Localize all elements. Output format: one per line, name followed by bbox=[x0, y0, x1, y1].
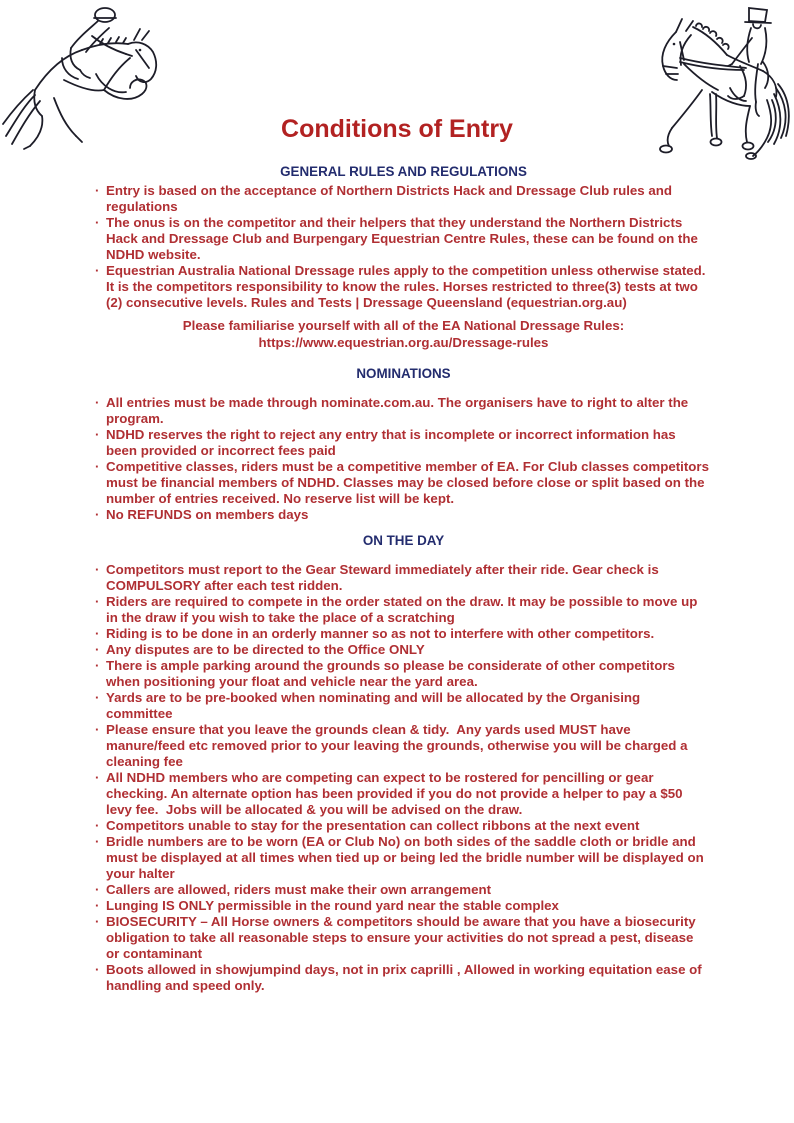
list-item: · Please ensure that you leave the grounds clean & tidy. Any yards used MUST have manure/feed etc removed prior to your leaving the grounds, otherwise you will be charged a cleaning fee bbox=[97, 722, 710, 770]
list-item: · BIOSECURITY – All Horse owners & competitors should be aware that you have a biosecurity obligation to take all reasonable steps to ensure your activities do not spread a pest, disease or contaminant bbox=[97, 914, 710, 962]
list-item: · No REFUNDS on members days bbox=[97, 507, 710, 523]
list-item: · NDHD reserves the right to reject any entry that is incomplete or incorrect information has been provided or incorrect fees paid bbox=[97, 427, 710, 459]
list-item: · Yards are to be pre-booked when nominating and will be allocated by the Organising committee bbox=[97, 690, 710, 722]
list-item: · Lunging IS ONLY permissible in the round yard near the stable complex bbox=[97, 898, 710, 914]
jumping-horse-image bbox=[2, 4, 174, 150]
list-item: · Callers are allowed, riders must make their own arrangement bbox=[97, 882, 710, 898]
list-item: · Any disputes are to be directed to the Office ONLY bbox=[97, 642, 710, 658]
list-item: · Competitors unable to stay for the presentation can collect ribbons at the next event bbox=[97, 818, 710, 834]
list-item: · Riding is to be done in an orderly manner so as not to interfere with other competitors. bbox=[97, 626, 710, 642]
dressage-rules-note bbox=[97, 318, 710, 351]
on-the-day-list bbox=[97, 562, 710, 994]
dressage-rules-link[interactable]: https://www.equestrian.org.au/Dressage-rules bbox=[258, 334, 549, 350]
section-heading-on-the-day: ON THE DAY bbox=[362, 533, 445, 548]
list-item: · There is ample parking around the grounds so please be considerate of other competitors when positioning your float and vehicle near the yard area. bbox=[97, 658, 710, 690]
list-item: · Boots allowed in showjumpind days, not in prix caprilli , Allowed in working equitation ease of handling and speed only. bbox=[97, 962, 710, 994]
list-item: · Bridle numbers are to be worn (EA or Club No) on both sides of the saddle cloth or bridle and must be displayed at all times when tied up or being led the bridle number will be displayed on your halter bbox=[97, 834, 710, 882]
list-item: · All NDHD members who are competing can expect to be rostered for pencilling or gear checking. An alternate option has been provided if you do not provide a helper to pay a $50 levy fee. Jobs will be allocated & you will be advised on the draw. bbox=[97, 770, 710, 818]
list-item: · Equestrian Australia National Dressage rules apply to the competition unless otherwise stated. It is the competitors responsibility to know the rules. Horses restricted to three(3) tests at two (2) consecutive levels. Rules and Tests | Dressage Queensland (equestrian.org.au) bbox=[97, 263, 710, 311]
list-item: · Entry is based on the acceptance of Northern Districts Hack and Dressage Club rules and regulations bbox=[97, 183, 710, 215]
document-body bbox=[97, 164, 713, 994]
nominations-list bbox=[97, 395, 713, 523]
list-item: · The onus is on the competitor and their helpers that they understand the Northern Districts Hack and Dressage Club and Burpengary Equestrian Centre Rules, these can be found on the NDHD website. bbox=[97, 215, 710, 263]
page-title: Conditions of Entry bbox=[281, 115, 513, 143]
section-heading-nominations: NOMINATIONS bbox=[356, 366, 451, 381]
list-item: · Competitors must report to the Gear Steward immediately after their ride. Gear check is COMPULSORY after each test ridden. bbox=[97, 562, 710, 594]
list-item: · Competitive classes, riders must be a competitive member of EA. For Club classes competitors must be financial members of NDHD. Classes may be closed before close or split based on the number of entries received. No reserve list will be kept. bbox=[97, 459, 710, 507]
list-item: · Riders are required to compete in the order stated on the draw. It may be possible to move up in the draw if you wish to take the place of a scratching bbox=[97, 594, 710, 626]
note-text: Please familiarise yourself with all of the EA National Dressage Rules: bbox=[182, 318, 625, 333]
dressage-horse-image bbox=[600, 2, 790, 160]
general-rules-list bbox=[97, 183, 713, 311]
section-heading-general-rules: GENERAL RULES AND REGULATIONS bbox=[280, 164, 527, 179]
list-item: · All entries must be made through nominate.com.au. The organisers have to right to alter the program. bbox=[97, 395, 710, 427]
